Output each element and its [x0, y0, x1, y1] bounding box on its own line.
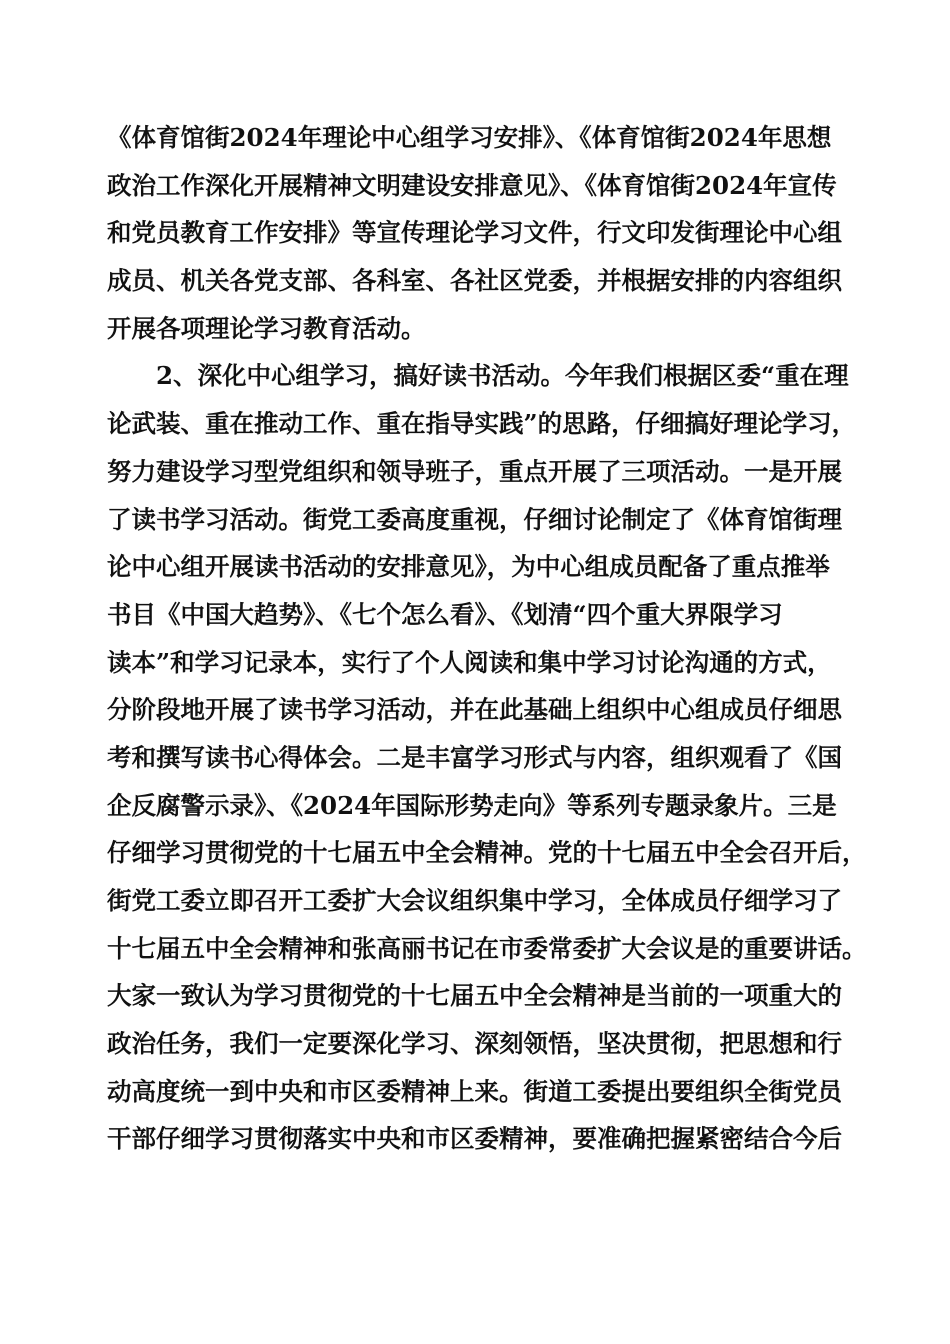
text-line: 论武装、重在推动工作、重在指导实践”的思路，仔细搞好理论学习， — [107, 409, 857, 439]
text-line: 仔细学习贯彻党的十七届五中全会精神。党的十七届五中全会召开后， — [107, 838, 867, 868]
text-line: 考和撰写读书心得体会。二是丰富学习形式与内容，组织观看了《国 — [107, 742, 842, 772]
text-line: 书目《中国大趋势》、《七个怎么看》、《划清“四个重大界限学习 — [107, 599, 783, 629]
text-line: 十七届五中全会精神和张高丽书记在市委常委扩大会议是的重要讲话。 — [107, 933, 867, 963]
text-line: 和党员教育工作安排》等宣传理论学习文件，行文印发街理论中心组 — [107, 218, 842, 248]
text-line: 开展各项理论学习教育活动。 — [107, 313, 426, 343]
body-text — [107, 114, 867, 1163]
text-line: 政治工作深化开展精神文明建设安排意见》、《体育馆街2024年宣传 — [107, 170, 837, 200]
text-line: 2、深化中心组学习，搞好读书活动。今年我们根据区委“重在理 — [107, 361, 849, 391]
text-line: 大家一致认为学习贯彻党的十七届五中全会精神是当前的一项重大的 — [107, 981, 842, 1011]
text-line: 成员、机关各党支部、各科室、各社区党委，并根据安排的内容组织 — [107, 266, 842, 296]
text-line: 街党工委立即召开工委扩大会议组织集中学习，全体成员仔细学习了 — [107, 886, 842, 915]
text-line: 《体育馆街2024年理论中心组学习安排》、《体育馆街2024年思想 — [107, 123, 832, 152]
text-line: 企反腐警示录》、《2024年国际形势走向》等系列专题录象片。三是 — [107, 790, 837, 820]
text-line: 了读书学习活动。街党工委高度重视，仔细讨论制定了《体育馆街理 — [107, 504, 842, 534]
text-line: 政治任务，我们一定要深化学习、深刻领悟，坚决贯彻，把思想和行 — [107, 1029, 842, 1059]
text-line: 动高度统一到中央和市区委精神上来。街道工委提出要组织全街党员 — [107, 1076, 842, 1106]
text-line: 读本”和学习记录本，实行了个人阅读和集中学习讨论沟通的方式， — [107, 647, 832, 677]
text-line: 分阶段地开展了读书学习活动，并在此基础上组织中心组成员仔细思 — [107, 695, 842, 725]
text-line: 干部仔细学习贯彻落实中央和市区委精神，要准确把握紧密结合今后 — [107, 1124, 842, 1154]
text-line: 努力建设学习型党组织和领导班子，重点开展了三项活动。一是开展 — [107, 456, 842, 486]
text-line: 论中心组开展读书活动的安排意见》，为中心组成员配备了重点推举 — [107, 552, 830, 582]
